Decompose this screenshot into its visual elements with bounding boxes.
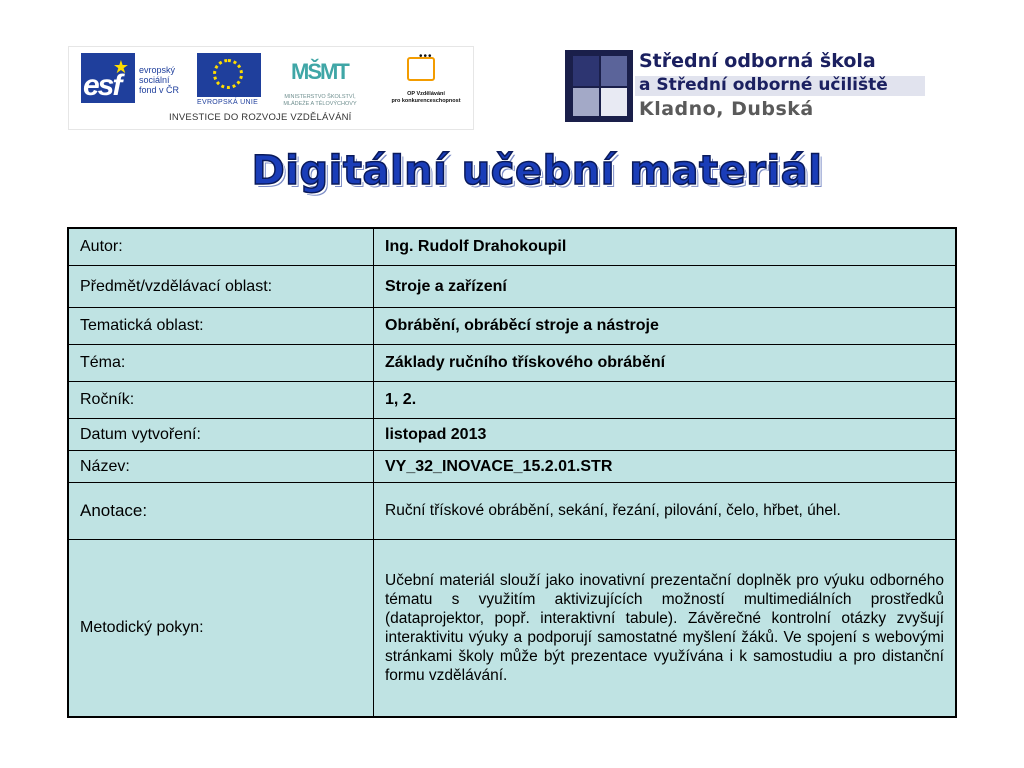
row-value: Základy ručního třískového obrábění (374, 345, 957, 382)
msmt-logo-text: MINISTERSTVO ŠKOLSTVÍ, MLÁDEŽE A TĚLOVÝCHOVY (283, 94, 357, 107)
row-key: Metodický pokyn: (68, 540, 374, 718)
row-key: Předmět/vzdělávací oblast: (68, 266, 374, 308)
esf-logo-text: evropský sociální fond v ČR (139, 65, 180, 95)
row-value-anotace: Ruční třískové obrábění, sekání, řezání, pilování, čelo, hřbet, úhel. (374, 483, 957, 540)
row-key: Autor: (68, 228, 374, 266)
row-key: Ročník: (68, 382, 374, 419)
row-key: Datum vytvoření: (68, 419, 374, 451)
school-name-line3: Kladno, Dubská (639, 98, 814, 120)
table-row (68, 451, 956, 483)
row-value: VY_32_INOVACE_15.2.01.STR (374, 451, 957, 483)
school-emblem-icon (565, 50, 633, 122)
row-value: listopad 2013 (374, 419, 957, 451)
row-value: Ing. Rudolf Drahokoupil (374, 228, 957, 266)
table-row (68, 266, 956, 308)
op-logo-text: OP Vzdělávání pro konkurenceschopnost (391, 91, 461, 104)
row-value: Obrábění, obráběcí stroje a nástroje (374, 308, 957, 345)
row-value: 1, 2. (374, 382, 957, 419)
material-info-table (67, 227, 957, 718)
star-icon: ★ (112, 57, 129, 77)
eu-logo-text: EVROPSKÁ UNIE (197, 99, 259, 106)
table-row (68, 345, 956, 382)
esf-logo-letters: esf (83, 69, 121, 102)
table-row (68, 419, 956, 451)
table-row (68, 308, 956, 345)
op-logo: ••• (401, 51, 441, 87)
investice-slogan: INVESTICE DO ROZVOJE VZDĚLÁVÁNÍ (169, 112, 352, 123)
eu-flag-logo (197, 53, 261, 97)
table-row (68, 228, 956, 266)
eu-stars-ring (213, 59, 243, 89)
esf-logo (81, 53, 135, 103)
table-row (68, 540, 956, 718)
school-logo (565, 50, 925, 126)
table-row (68, 483, 956, 540)
row-value: Stroje a zařízení (374, 266, 957, 308)
row-key: Název: (68, 451, 374, 483)
partner-logos-strip (68, 46, 474, 130)
row-key: Tematická oblast: (68, 308, 374, 345)
row-value-metodicky-pokyn: Učební materiál slouží jako inovativní prezentační doplněk pro výuku odborného tématu s využitím aktivizujících možností multimediálních prostředků (dataprojektor, popř. interaktivní tabule). Závěrečné kontrolní otázky zvyšují interaktivitu výuky a podporují samostatné myšlení žáků. Ve spojení s webovými stránkami školy může být prezentace využívána i k samostudiu a pro distanční formu vzdělávání. (374, 540, 957, 718)
school-name-line2: a Střední odborné učiliště (639, 75, 888, 95)
row-key: Anotace: (68, 483, 374, 540)
page-title: Digitální učební materiál (251, 148, 823, 194)
msmt-logo: MŠMT (291, 59, 348, 84)
school-name-line1: Střední odborná škola (639, 50, 876, 72)
row-key: Téma: (68, 345, 374, 382)
table-row (68, 382, 956, 419)
